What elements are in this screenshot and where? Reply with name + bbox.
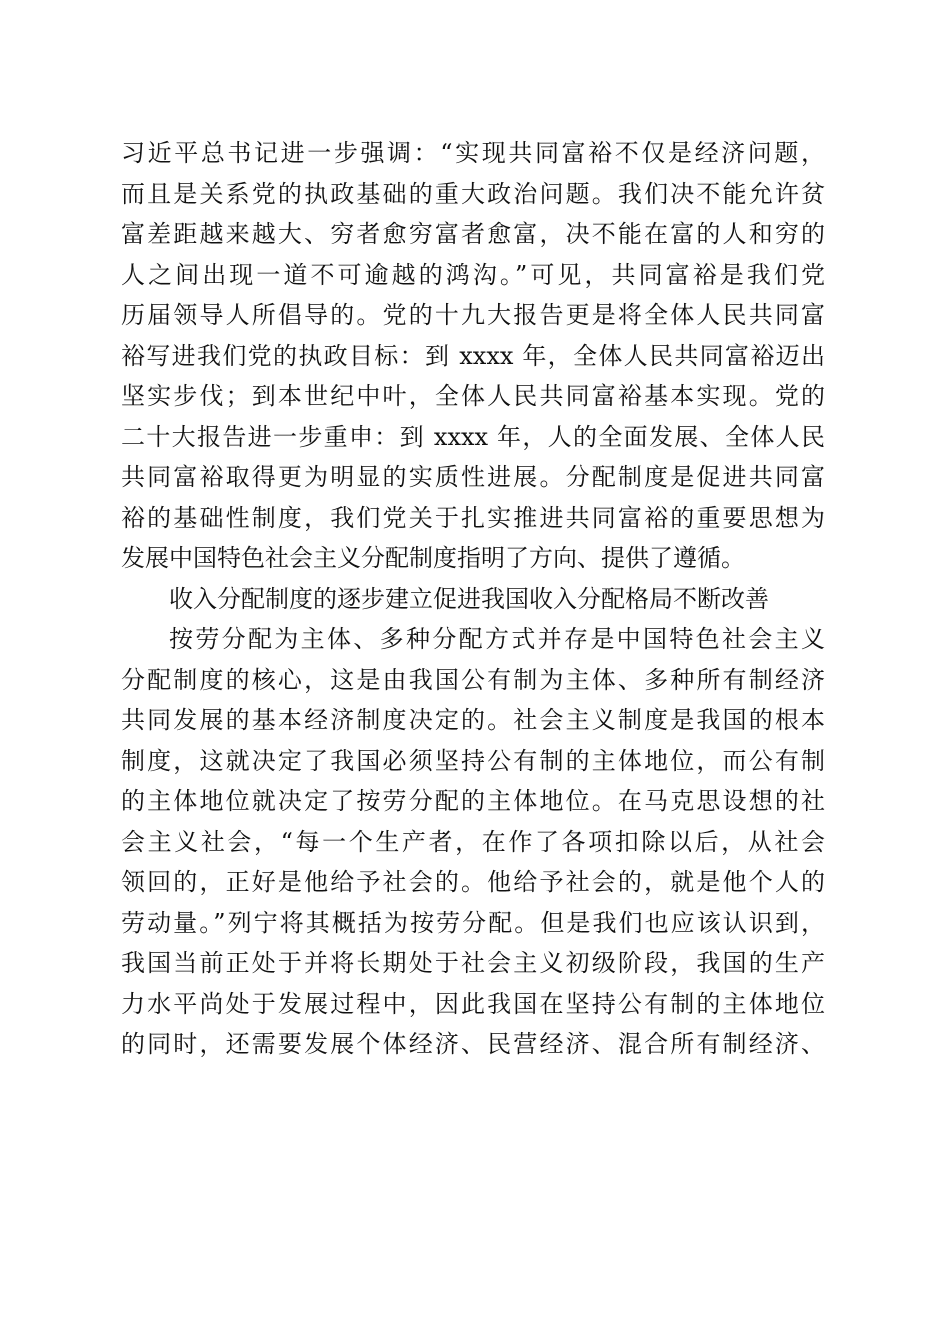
text-line: 分配制度的核心，这是由我国公有制为主体、多种所有制经济 [121,665,825,694]
text-line: 历届领导人所倡导的。党的十九大报告更是将全体人民共同富 [121,301,825,329]
text-line: 制度，这就决定了我国必须坚持公有制的主体地位，而公有制 [121,746,825,775]
section-heading: 收入分配制度的逐步建立促进我国收入分配格局不断改善 [169,584,769,613]
text-line: 坚实步伐；到本世纪中叶，全体人民共同富裕基本实现。党的 [121,382,825,410]
document-body [121,133,825,1065]
text-line: 我国当前正处于并将长期处于社会主义初级阶段，我国的生产 [121,949,825,977]
text-line: 共同发展的基本经济制度决定的。社会主义制度是我国的根本 [121,706,825,734]
text-line: 而且是关系党的执政基础的重大政治问题。我们决不能允许贫 [121,179,825,208]
text-line: 的主体地位就决定了按劳分配的主体地位。在马克思设想的社 [121,787,825,815]
paragraph-distribution-system [121,619,825,1065]
text-line: 发展中国特色社会主义分配制度指明了方向、提供了遵循。 [121,544,745,572]
paragraph-common-prosperity [121,133,825,579]
text-line: 习近平总书记进一步强调：“实现共同富裕不仅是经济问题， [121,139,825,167]
text-line: 裕的基础性制度，我们党关于扎实推进共同富裕的重要思想为 [121,503,825,532]
text-line: 人之间出现一道不可逾越的鸿沟。”可见，共同富裕是我们党 [121,260,825,289]
text-line: 会主义社会，“每一个生产者，在作了各项扣除以后，从社会 [121,827,825,856]
text-line: 裕写进我们党的执政目标：到 xxxx 年，全体人民共同富裕迈出 [121,341,825,370]
text-line: 富差距越来越大、穷者愈穷富者愈富，决不能在富的人和穷的 [121,220,825,248]
text-line: 共同富裕取得更为明显的实质性进展。分配制度是促进共同富 [121,463,825,491]
text-line: 力水平尚处于发展过程中，因此我国在坚持公有制的主体地位 [121,989,825,1018]
text-line: 二十大报告进一步重申：到 xxxx 年，人的全面发展、全体人民 [121,422,825,451]
text-line: 的同时，还需要发展个体经济、民营经济、混合所有制经济、 [121,1030,825,1058]
text-line: 劳动量。”列宁将其概括为按劳分配。但是我们也应该认识到， [121,908,825,937]
text-line: 按劳分配为主体、多种分配方式并存是中国特色社会主义 [169,625,825,653]
text-line: 领回的，正好是他给予社会的。他给予社会的，就是他个人的 [121,868,825,896]
